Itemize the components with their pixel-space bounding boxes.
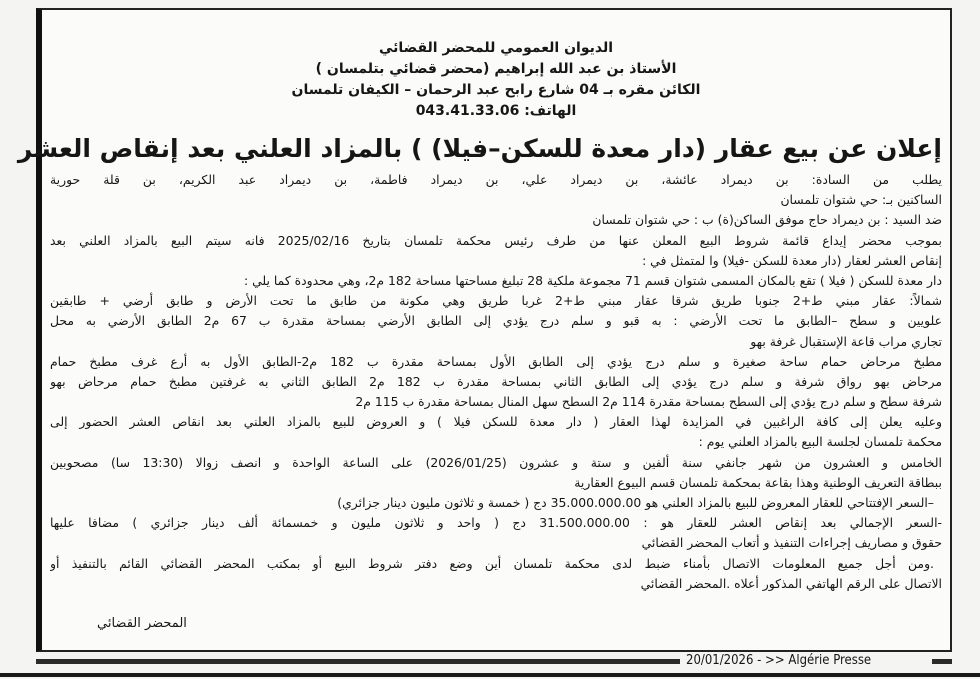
body-line: تجاري مراب قاعة الإستقبال غرفة بهو bbox=[750, 333, 942, 349]
footer-source: 20/01/2026 - >> Algérie Presse bbox=[686, 653, 872, 668]
footer-rule-end bbox=[932, 659, 952, 664]
body-line: مرحاض بهو رواق شرفة و سلم درج يؤدي إلى الطابق الثاني بمساحة مقدرة ب 182 م2 الطابق الثاني به غرفتين مطبخ حمام مرحاض بهو bbox=[50, 373, 942, 389]
body-line: شمالاً: عقار مبني ط+2 جنوبا طريق شرقا عقار مبني ط+2 غربا طريق وهي مكونة من طابق ما تحت الأرض و طابق أرضي + طابقين bbox=[50, 293, 942, 309]
body-line: –السعر الإفتتاحي للعقار المعروض للبيع بالمزاد العلني هو 35.000.000.00 دج ( خمسة و ثلاثون مليون دينار جزائري) bbox=[337, 495, 934, 510]
body-line: وعليه يعلن إلى كافة الراغبين في المزايدة لهذا العقار ( دار معدة للسكن فيلا ) و العروض للبيع بالمزاد العلني بعد انقاص العشر الحضور إلى bbox=[50, 414, 942, 430]
footer bbox=[36, 654, 952, 668]
office-phone: الهاتف: 043.41.33.06 bbox=[415, 103, 577, 119]
body-line: الاتصال على الرقم الهاتفي المذكور أعلاه .المحضر القضائي bbox=[640, 575, 942, 591]
body-line: .ومن أجل جميع المعلومات الاتصال بأمناء ضبط لدى محكمة تلمسان أين وضع دفتر شروط البيع أو بمكتب المحضر القضائي القائم بالتنفيذ أو bbox=[50, 555, 934, 571]
body-line: دار معدة للسكن ( فيلا ) تقع بالمكان المسمى شتوان قسم 71 مجموعة ملكية 28 تبليغ مساحتها مساحة 182 م2، وهي محدودة كما يلي : bbox=[243, 272, 942, 288]
bailiff-name: الأستاذ بن عبد الله إبراهيم (محضر قضائي بتلمسان ) bbox=[315, 61, 677, 77]
bottom-rule bbox=[0, 673, 980, 677]
body-line: إنقاص العشر لعقار (دار معدة للسكن -فيلا) وا لمتمثل في : bbox=[642, 252, 942, 268]
body-line: الساكنين بـ: حي شتوان تلمسان bbox=[780, 192, 942, 208]
signature: المحضر القضائي bbox=[97, 616, 187, 631]
footer-rule bbox=[36, 659, 680, 664]
body-line: الخامس و العشرون من شهر جانفي سنة ألفين و ستة و عشرون (2026/01/25) على الساعة الواحدة و انصف زوالا (13:30 سا) مصحوبين bbox=[50, 454, 942, 470]
office-address: الكائن مقره بـ 04 شارع رابح عبد الرحمان – الكيفان تلمسان bbox=[291, 82, 701, 98]
body-line: يطلب من السادة: بن ديمراد عائشة، بن ديمراد علي، بن ديمراد فاطمة، بن ديمراد عبد الكريم، بن قلة حورية bbox=[50, 172, 942, 187]
body-line: حقوق و مصاريف إجراءات التنفيذ و أتعاب المحضر القضائي bbox=[641, 535, 942, 551]
office-name: الديوان العمومي للمحضر القضائي bbox=[378, 40, 614, 56]
notice-body bbox=[50, 170, 942, 594]
body-line: محكمة تلمسان لجلسة البيع بالمزاد العلني يوم : bbox=[698, 434, 942, 450]
body-line: ببطاقة التعريف الوطنية وهذا بقاعة بمحكمة تلمسان قسم البيوع العقارية bbox=[574, 474, 942, 490]
body-line: علويين و سطح –الطابق ما تحت الأرضي : به قبو و سلم درج يؤدي إلى الطابق الأرضي بمساحة مقدرة ب 67 م2 الطابق الأرضي به محل bbox=[50, 313, 942, 329]
legal-notice bbox=[17, 8, 952, 652]
body-line: ضد السيد : بن ديمراد حاج موفق الساكن(ة) ب : حي شتوان تلمسان bbox=[592, 212, 942, 228]
body-line: مطبخ مرحاض حمام ساحة صغيرة و سلم درج يؤدي إلى الطابق الأول بمساحة مقدرة ب 182 م2-الطابق الأول به أرع غرف مطبخ حمام bbox=[50, 353, 942, 369]
body-line: بموجب محضر إيداع قائمة شروط البيع المعلن عنها من طرف رئيس محكمة تلمسان بتاريخ 2025/02/16 فانه سيتم البيع بالمزاد العلني بعد bbox=[50, 232, 942, 248]
body-line: شرفة سطح و سلم درج يؤدي إلى السطح بمساحة مقدرة 114 م2 السطح سهل المنال بمساحة مقدرة ب 115 م2 bbox=[355, 394, 942, 410]
notice-title: إعلان عن بيع عقار (دار معدة للسكن–فيلا) ) بالمزاد العلني بعد إنقاص العشر bbox=[17, 134, 942, 163]
body-line: -السعر الإجمالي بعد إنقاص العشر للعقار هو : 31.500.000.00 دج ( واحد و ثلاثون مليون و خمسمائة ألف دينار جزائري ) مضافا عليها bbox=[50, 515, 942, 531]
